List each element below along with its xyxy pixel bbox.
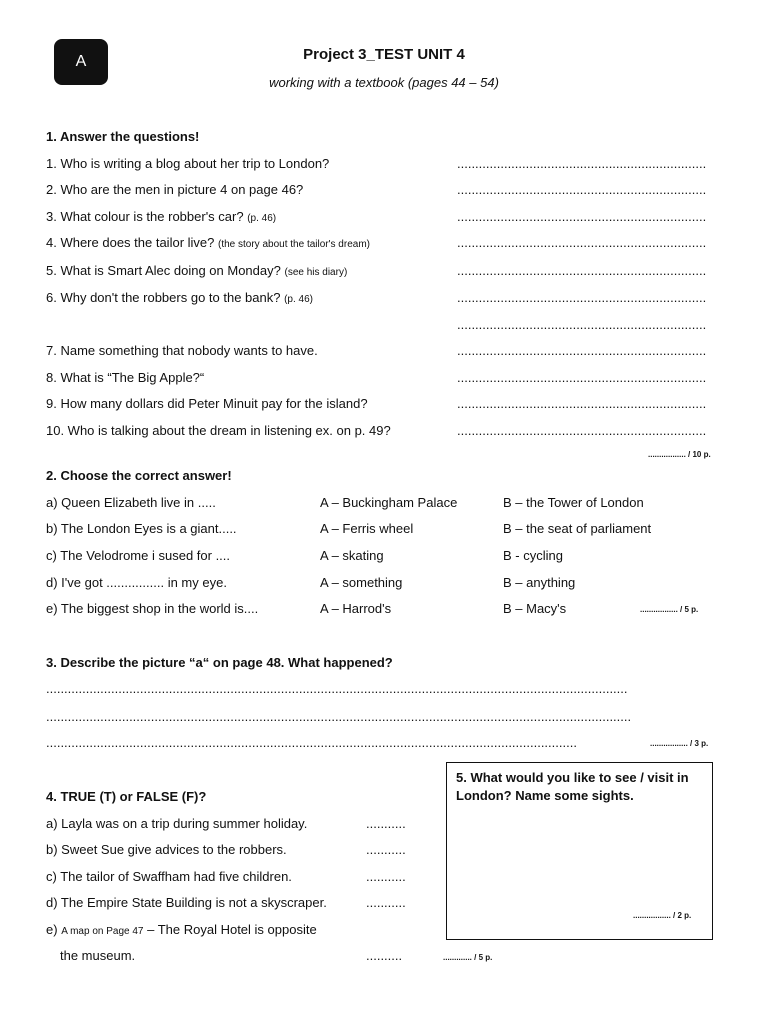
answer-line-10[interactable]: ..................................................................... [457, 423, 707, 438]
section-1-heading: 1. Answer the questions! [46, 129, 200, 144]
question-1: 1. Who is writing a blog about her trip to London? [46, 156, 330, 171]
choice-question-a: a) Queen Elizabeth live in ..... [46, 495, 216, 510]
choice-b-option-a[interactable]: A – Ferris wheel [320, 521, 414, 536]
choice-d-option-a[interactable]: A – something [320, 575, 403, 590]
choice-b-option-b[interactable]: B – the seat of parliament [503, 521, 652, 536]
answer-line-6[interactable]: ..................................................................... [457, 290, 707, 305]
question-9: 9. How many dollars did Peter Minuit pay for the island? [46, 396, 368, 411]
choice-a-option-b[interactable]: B – the Tower of London [503, 495, 644, 510]
section-1-score[interactable]: ................. / 10 p. [648, 450, 711, 459]
tf-item-e-line2: the museum. [60, 948, 136, 963]
page-subtitle: working with a textbook (pages 44 – 54) [269, 75, 499, 90]
section-4-heading: 4. TRUE (T) or FALSE (F)? [46, 789, 207, 804]
question-5: 5. What is Smart Alec doing on Monday? (see his diary) [46, 263, 348, 278]
section-3-score[interactable]: ................. / 3 p. [650, 739, 709, 748]
version-badge-label: A [75, 53, 87, 70]
question-2: 2. Who are the men in picture 4 on page 46? [46, 182, 304, 197]
choice-question-e: e) The biggest shop in the world is.... [46, 601, 259, 616]
tf-answer-b[interactable]: ........... [366, 842, 406, 857]
choice-d-option-b[interactable]: B – anything [503, 575, 576, 590]
tf-item-c: c) The tailor of Swaffham had five children. [46, 869, 292, 884]
tf-answer-d[interactable]: ........... [366, 895, 406, 910]
answer-line-3[interactable]: ..................................................................... [457, 209, 707, 224]
question-3: 3. What colour is the robber's car? (p. 46) [46, 209, 277, 224]
question-10: 10. Who is talking about the dream in listening ex. on p. 49? [46, 423, 391, 438]
choice-c-option-a[interactable]: A – skating [320, 548, 384, 563]
section-4-score[interactable]: ............. / 5 p. [443, 953, 493, 962]
answer-line-8[interactable]: ..................................................................... [457, 370, 707, 385]
answer-line-7[interactable]: ..................................................................... [457, 343, 707, 358]
description-line-3[interactable]: ................................................................................................................................................... [46, 735, 577, 750]
tf-answer-c[interactable]: ........... [366, 869, 406, 884]
section-5-score[interactable]: ................. / 2 p. [633, 911, 692, 920]
question-8: 8. What is “The Big Apple?“ [46, 370, 205, 385]
choice-c-option-b[interactable]: B - cycling [503, 548, 563, 563]
tf-answer-a[interactable]: ........... [366, 816, 406, 831]
choice-question-d: d) I've got ................ in my eye. [46, 575, 227, 590]
section-2-score[interactable]: ................. / 5 p. [640, 605, 699, 614]
choice-question-c: c) The Velodrome i sused for .... [46, 548, 231, 563]
tf-item-d: d) The Empire State Building is not a skyscraper. [46, 895, 327, 910]
tf-item-e: e) A map on Page 47 – The Royal Hotel is opposite [46, 922, 317, 937]
question-4: 4. Where does the tailor live? (the story about the tailor's dream) [46, 235, 370, 250]
section-2-heading: 2. Choose the correct answer! [46, 468, 232, 483]
answer-line-9[interactable]: ..................................................................... [457, 396, 707, 411]
tf-item-b: b) Sweet Sue give advices to the robbers. [46, 842, 287, 857]
question-7: 7. Name something that nobody wants to have. [46, 343, 318, 358]
answer-line-6b[interactable]: ..................................................................... [457, 317, 707, 332]
choice-e-option-b[interactable]: B – Macy's [503, 601, 567, 616]
answer-line-1[interactable]: ..................................................................... [457, 156, 707, 171]
section-3-heading: 3. Describe the picture “a“ on page 48. What happened? [46, 655, 393, 670]
description-line-1[interactable]: ................................................................................................................................................................. [46, 681, 628, 696]
tf-answer-e[interactable]: .......... [366, 948, 403, 963]
page-title: Project 3_TEST UNIT 4 [303, 46, 465, 63]
question-6: 6. Why don't the robbers go to the bank? (p. 46) [46, 290, 313, 305]
tf-item-a: a) Layla was on a trip during summer holiday. [46, 816, 308, 831]
section-5-question: 5. What would you like to see / visit in London? Name some sights. [456, 770, 689, 803]
choice-question-b: b) The London Eyes is a giant..... [46, 521, 237, 536]
answer-line-2[interactable]: ..................................................................... [457, 182, 707, 197]
answer-line-5[interactable]: ..................................................................... [457, 263, 707, 278]
choice-e-option-a[interactable]: A – Harrod's [320, 601, 392, 616]
choice-a-option-a[interactable]: A – Buckingham Palace [320, 495, 458, 510]
description-line-2[interactable]: .................................................................................................................................................................. [46, 709, 632, 724]
answer-line-4[interactable]: ..................................................................... [457, 235, 707, 250]
